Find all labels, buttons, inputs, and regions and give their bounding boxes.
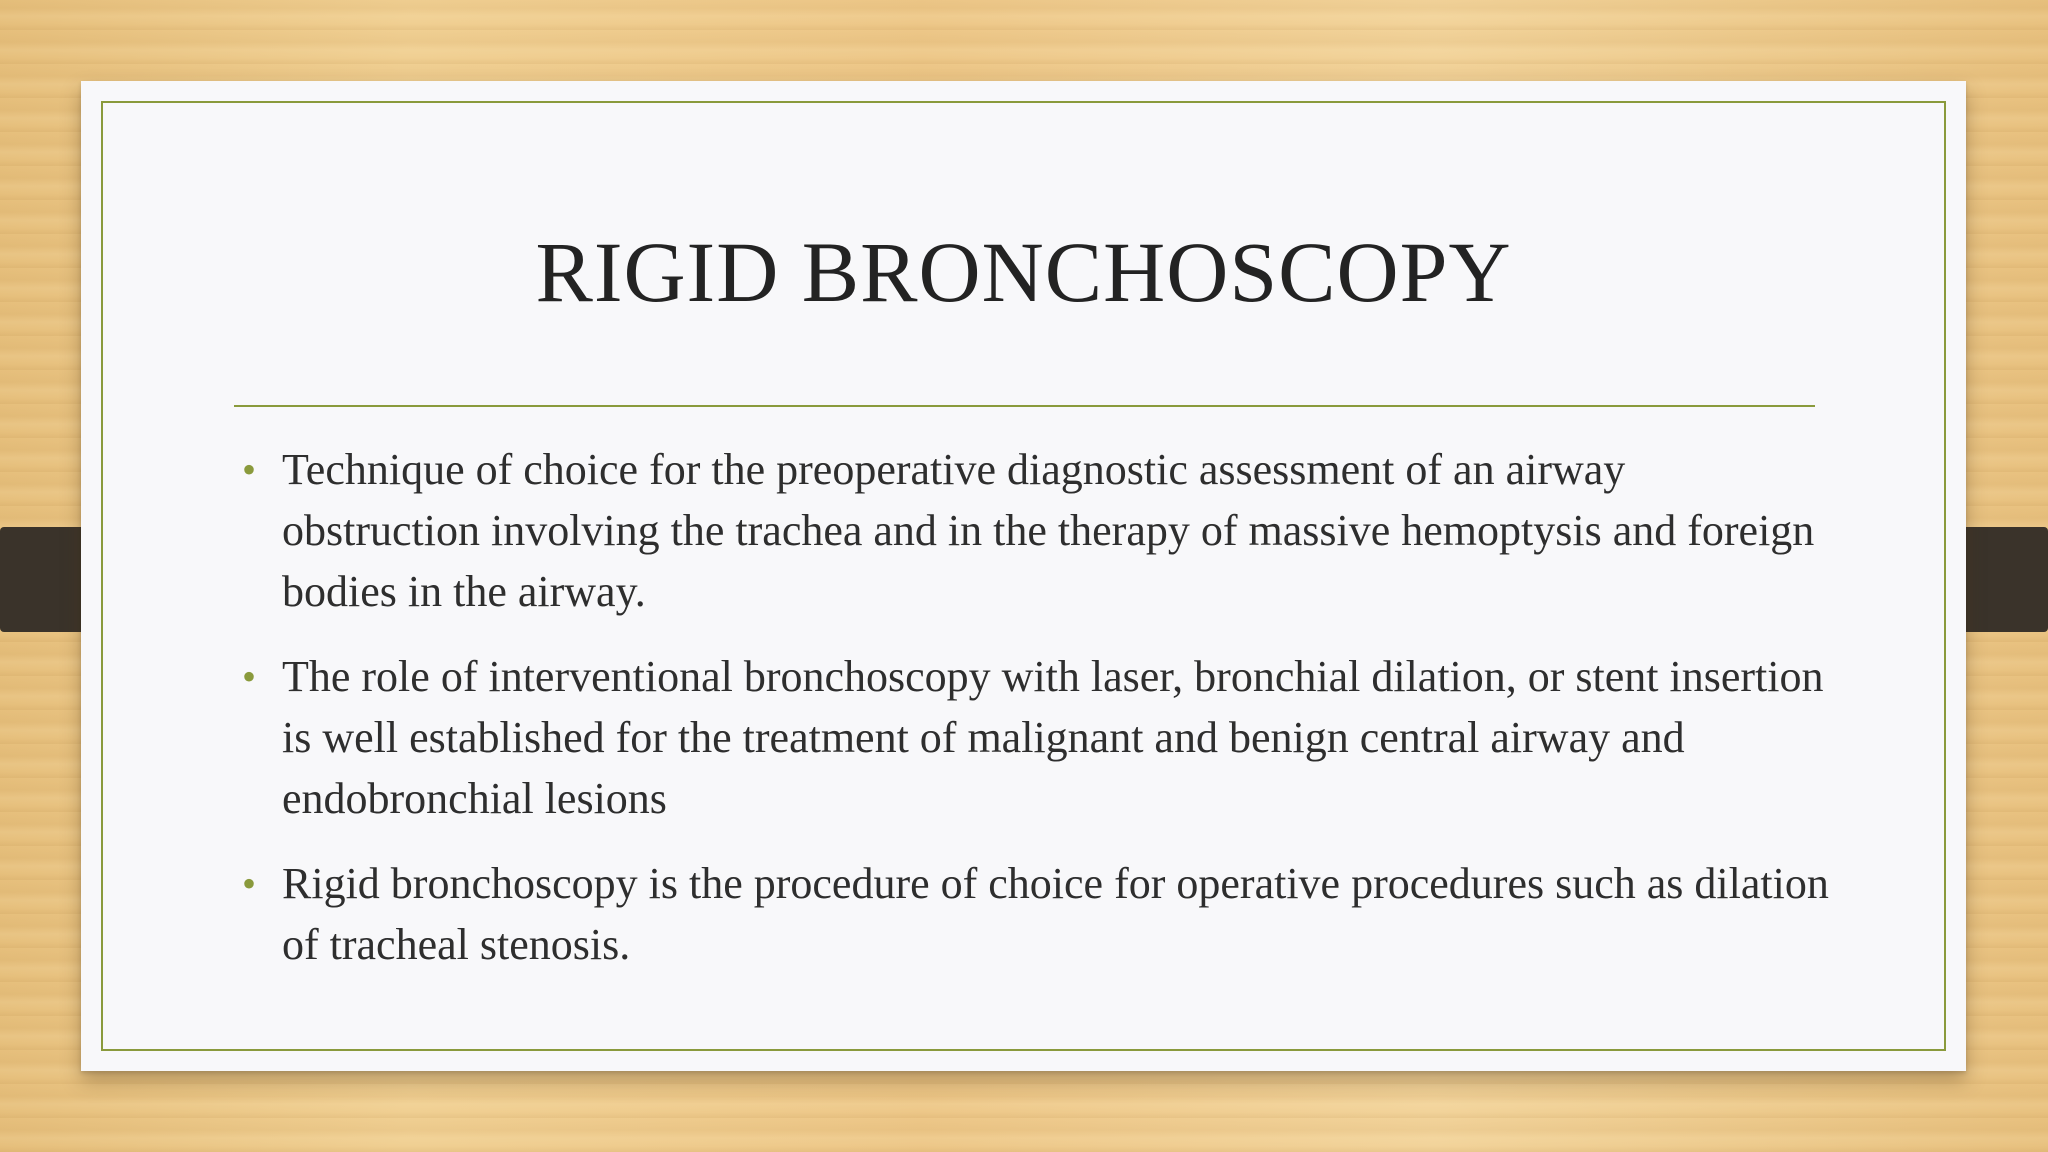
bullet-dot-icon: • [242, 447, 257, 492]
bullet-text-3: Rigid bronchoscopy is the procedure of choice for operative procedures such as dilation of tracheal stenosis. [282, 859, 1829, 969]
bullet-item-1 [234, 439, 1834, 622]
slide-card [81, 81, 1966, 1071]
bullet-dot-icon: • [242, 654, 257, 699]
title-divider [234, 405, 1815, 407]
bullet-dot-icon: • [242, 861, 257, 906]
bullet-text-2: The role of interventional bronchoscopy with laser, bronchial dilation, or stent insertion is well established for the treatment of malignant and benign central airway and endobronchial lesions [282, 652, 1824, 823]
bullet-text-1: Technique of choice for the preoperative diagnostic assessment of an airway obstruction involving the trachea and in the therapy of massive hemoptysis and foreign bodies in the airway. [282, 445, 1815, 616]
bullet-item-3 [234, 853, 1834, 975]
bullet-item-2 [234, 646, 1834, 829]
bullet-list [234, 439, 1834, 999]
slide-title: RIGID BRONCHOSCOPY [535, 224, 1512, 320]
